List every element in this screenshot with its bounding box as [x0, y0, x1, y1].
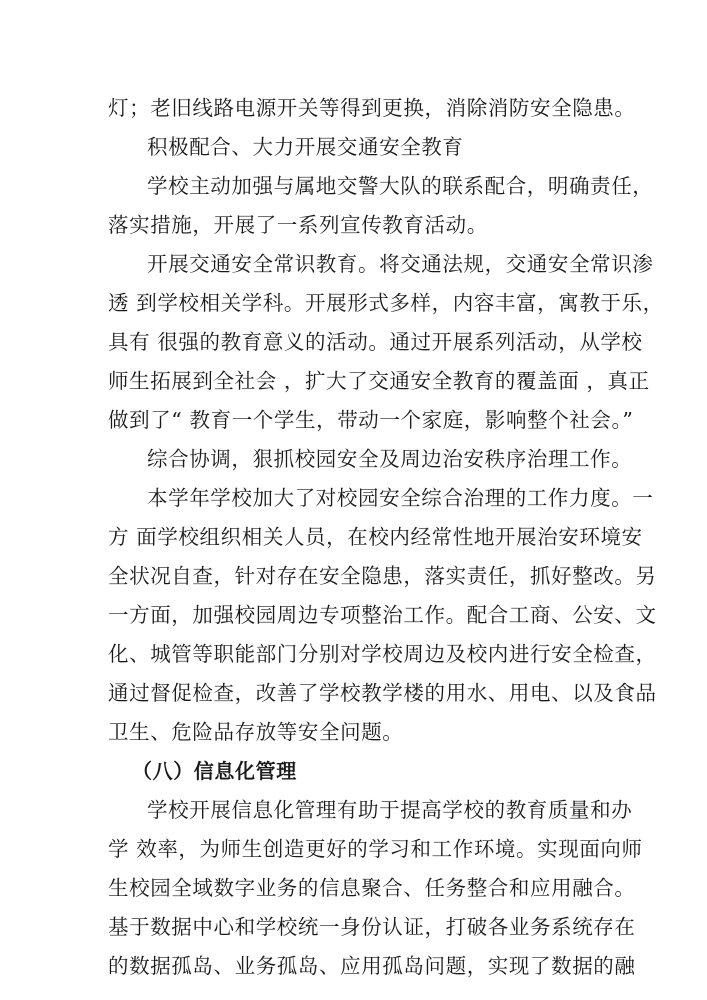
text-line: 透 到学校相关学科。开展形式多样，内容丰富，寓教于乐， [108, 291, 664, 315]
text-line: 综合协调，狠抓校园安全及周边治安秩序治理工作。 [147, 447, 633, 471]
text-line: 学校开展信息化管理有助于提高学校的教育质量和办 [147, 798, 633, 822]
text-line: 做到了“ 教育一个学生，带动一个家庭，影响整个社会。” [108, 408, 634, 432]
text-line: 通过督促检查，改善了学校教学楼的用水、用电、以及食品 [108, 681, 657, 705]
text-line: 生校园全域数字业务的信息聚合、任务整合和应用融合。 [108, 876, 636, 900]
text-line: 一方面，加强校园周边专项整治工作。配合工商、公安、文 [108, 603, 657, 627]
text-line: 本学年学校加大了对校园安全综合治理的工作力度。一 [147, 486, 654, 510]
text-line: 学 效率，为师生创造更好的学习和工作环境。实现面向师 [108, 837, 643, 861]
text-line: 师生拓展到全社会 ，扩大了交通安全教育的覆盖面 ，真正 [108, 369, 650, 393]
text-line: 开展交通安全常识教育。将交通法规，交通安全常识渗 [147, 252, 654, 276]
text-line: 落实措施，开展了一系列宣传教育活动。 [108, 213, 488, 237]
text-line: 化、城管等职能部门分别对学校周边及校内进行安全检查， [108, 642, 657, 666]
text-line: 灯；老旧线路电源开关等得到更换，消除消防安全隐患。 [108, 96, 636, 120]
text-line: 的数据孤岛、业务孤岛、应用孤岛问题，实现了数据的融 [108, 954, 636, 978]
text-line: 基于数据中心和学校统一身份认证，打破各业务系统存在 [108, 915, 636, 939]
text-line: 积极配合、大力开展交通安全教育 [147, 135, 464, 159]
text-line: 卫生、危险品存放等安全问题。 [108, 720, 404, 744]
text-line: 学校主动加强与属地交警大队的联系配合，明确责任， [147, 174, 654, 198]
text-line: 全状况自查，针对存在安全隐患，落实责任，抓好整改。另 [108, 564, 657, 588]
text-line: 具有 很强的教育意义的活动。通过开展系列活动，从学校 [108, 330, 643, 354]
section-heading: （八）信息化管理 [132, 759, 297, 783]
text-line: 方 面学校组织相关人员，在校内经常性地开展治安环境安 [108, 525, 643, 549]
